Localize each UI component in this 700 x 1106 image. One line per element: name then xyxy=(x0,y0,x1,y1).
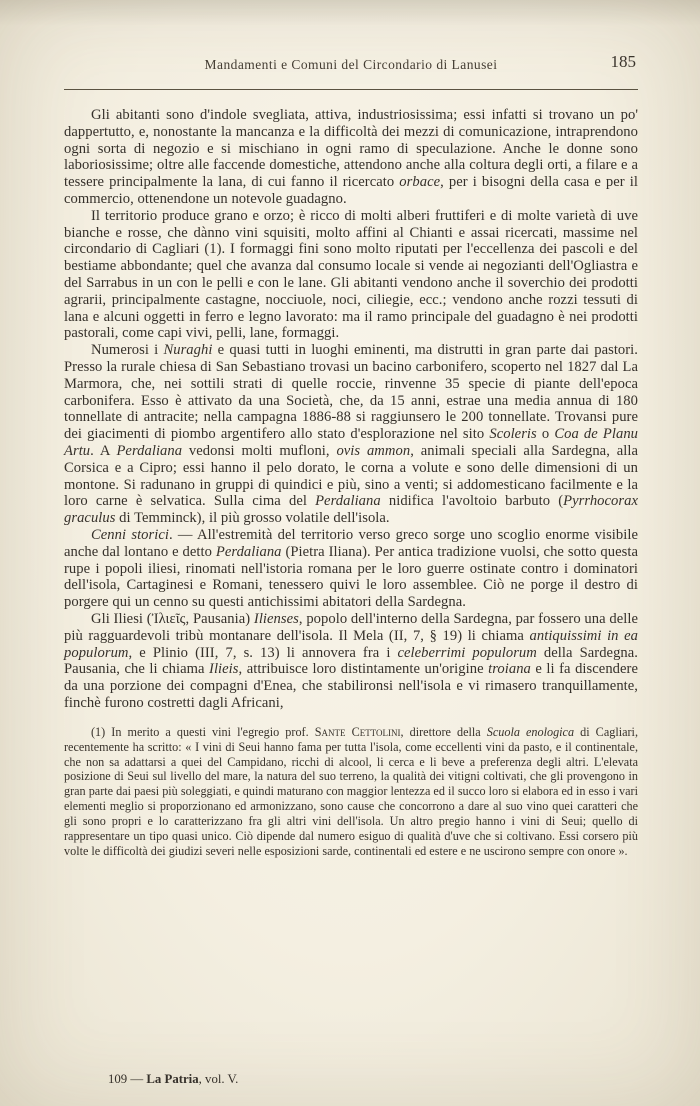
page-header xyxy=(64,52,638,78)
paragraph-territorio: Il territorio produce grano e orzo; è ricco di molti alberi fruttiferi e di molte varietà di uve bianche e rosse, che dànno vini squisiti, molto affini al Chianti e assai ricercati, massime nel circondario di Cagliari (1). I formaggi fini sono molto riputati per l'eccellenza dei pascoli e del bestiame abbondante; quel che avanza dal consumo locale si vende ai negozianti dell'Ogliastra e del Sarrabus in un con le pelli e con le lane. Gli abitanti vendono anche il soverchio dei prodotti agrarii, principalmente castagne, nocciuole, noci, ciliegie, ecc.; vendono anche rozzi tessuti di lana e alcuni oggetti in ferro e legno lavorato: ma il ramo principale del guadagno è nei prodotti pastorali, come capi vivi, pelli, lane, formaggi. xyxy=(64,207,638,342)
header-rule xyxy=(64,89,638,90)
page-number: 185 xyxy=(610,52,636,71)
paragraph-abitanti: Gli abitanti sono d'indole svegliata, attiva, industriosissima; essi infatti si trovano un po' dappertutto, e, nonostante la mancanza e la difficoltà dei mezzi di comunicazione, intraprendono ogni sorta di negozio e si mischiano in ogni ramo di speculazione. Anche le donne sono laboriosissime; oltre alle faccende domestiche, attendono anche alla coltura degli orti, a filare e a tessere principalmente la lana, di cui fanno il ricercato orbace, per i bisogni della casa e per il commercio, ottenendone un notevole guadagno. xyxy=(64,107,638,207)
paragraph-iliesi: Gli Iliesi (Ἰλιεῖς, Pausania) Ilienses, popolo dell'interno della Sardegna, par fossero una delle più ragguardevoli tribù montanare dell'isola. Il Mela (II, 7, § 19) li chiama antiquissimi in ea populorum, e Plinio (III, 7, s. 13) li annovera fra i celeberrimi populorum della Sardegna. Pausania, che li chiama Ilieis, attribuisce loro distintamente un'origine troiana e li fa discendere da una porzione dei compagni d'Enea, che stabilironsi nell'isola e vi rimasero tranquillamente, finchè furono costretti dagli Africani, xyxy=(64,610,639,711)
running-title: Mandamenti e Comuni del Circondario di Lanusei xyxy=(204,57,498,72)
paragraph-nuraghi: Numerosi i Nuraghi e quasi tutti in luoghi eminenti, ma distrutti in gran parte dai pastori. Presso la rurale chiesa di San Sebastiano trovasi un bacino carbonifero, scoperto nel 1827 dal La Marmora, che, nei sottili strati di quelle roccie, rinvenne 35 specie di piante dell'epoca carbonifera. Esso è attivato da una Società, che, da 15 anni, estrae una media annua di 180 tonnellate di antracite; nella campagna 1886-88 si raggiunsero le 200 tonnellate. Trovansi pure dei giacimenti di piombo argentifero allo stato d'esplorazione nel sito Scoleris o Coa de Planu Artu. A Perdaliana vedonsi molti mufloni, ovis ammon, animali speciali alla Sardegna, alla Corsica e a Cipro; essi hanno il pelo dorato, le corna a volute e sono delle dimensioni di un montone. Si radunano in gruppi di quindici e più, sino a venti; si addomesticano facilmente e la loro carne è selvatica. Sulla cima del Perdaliana nidifica l'avoltoio barbuto (Pyrrhocorax graculus di Temminck), il più grosso volatile dell'isola. xyxy=(64,342,639,527)
body-text xyxy=(64,107,638,712)
paragraph-cenni-storici: Cenni storici. — All'estremità del territorio verso greco sorge uno scoglio enorme visibile anche dal lontano e detto Perdaliana (Pietra Iliana). Per antica tradizione vuolsi, che sotto questa rupe i popoli iliesi, rinomati nell'istoria romana per le loro guerre ostinate contro i dominatori dell'isola, Cartaginesi e Romani, tenessero quivi le loro assemblee. Ciò ne porge il destro di porgere qui un cenno su questi antichissimi abitatori della Sardegna. xyxy=(64,526,638,611)
footnote: (1) In merito a questi vini l'egregio prof. Sante Cettolini, direttore della Scuola enologica di Cagliari, recentemente ha scritto: « I vini di Seui hanno fama per tutta l'isola, come eccellenti vini da pasto, e il continentale, che non sa adattarsi a quei del Campidano, ricchi di alcool, li cerca e li beve a preferenza degli altri. L'elevata posizione di Seui sul livello del mare, la natura del suo terreno, la qualità dei vitigni coltivati, che gli provengono in gran parte dai paesi più soleggiati, e quindi maturano con maggior lentezza ed il succo loro si elabora ed in esso i vari elementi meglio si proporzionano ed armonizzano, sono cause che concorrono a dare al suo vino quei caratteri che gli sono propri e lo caratterizzano fra gli altri vini dell'isola. Un altro pregio hanno i vini di Seui; quello di rappresentare un tipo quasi unico. Ciò dipende dal numero esiguo di qualità d'uve che si coltivano. Essi corsero più volte le difficoltà dei giudizi severi nelle esposizioni sarde, continentali ed estere e ne uscirono sempre con onore ». xyxy=(64,724,638,858)
footer-signature: 109 — La Patria, vol. V. xyxy=(108,1072,239,1086)
